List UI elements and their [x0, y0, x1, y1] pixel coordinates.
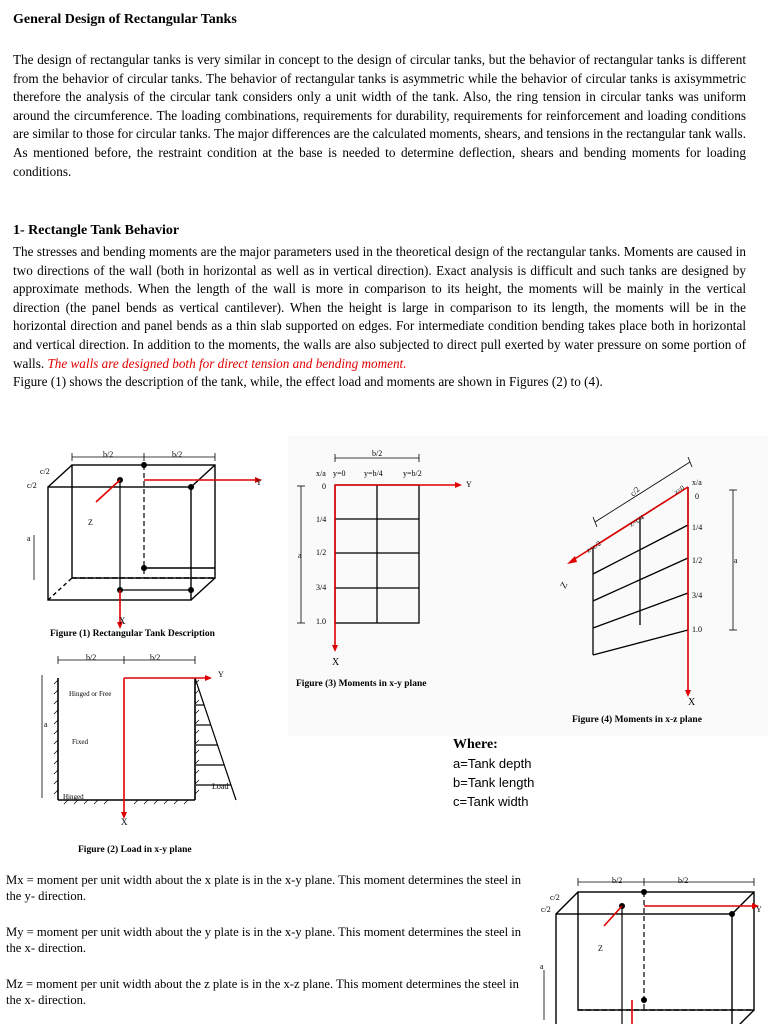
section-tail-text: Figure (1) shows the description of the tank, while, the effect load and moments are shown in Figures (2) to (4).	[13, 374, 603, 390]
fig3-tick-0: 0	[322, 482, 326, 491]
fig4-tick-14: 1/4	[692, 523, 703, 532]
fig3-x-label: X	[332, 657, 340, 668]
fig2-x-label: X	[121, 817, 128, 827]
fig5-y-label: Y	[756, 905, 762, 914]
fig4-xa: x/a	[692, 478, 702, 487]
fig1-x-label: X	[119, 616, 126, 626]
fig2-b2-left: b/2	[86, 653, 97, 662]
highlight-red-text: The walls are designed both for direct tension and bending moment.	[47, 355, 407, 371]
figure-4-caption: Figure (4) Moments in x-z plane	[572, 715, 702, 725]
fig1-y-label: Y	[256, 478, 262, 487]
fig2-hinged-or-free: Hinged or Free	[69, 690, 112, 698]
where-b: b=Tank length	[453, 775, 535, 790]
fig1-a-label: a	[27, 534, 31, 543]
where-legend	[453, 735, 534, 811]
fig4-z0: z=0	[672, 483, 686, 497]
fig5-z-label: Z	[598, 944, 603, 953]
fig2-load: Load	[212, 782, 229, 791]
my-definition: My = moment per unit width about the y plate is in the x-y plane. This moment determines the steel in the x- direction.	[6, 925, 522, 955]
intro-paragraph: The design of rectangular tanks is very similar in concept to the design of circular tanks, but the behavior of rectangular tanks is different from the behavior of circular tanks. The behavior of rectangular tanks is asymmetric while the behavior of circular tanks is axisymmetric therefore the analysis of the circular tank considers only a unit width of the tank. Also, the ring tension in circular tanks was uniform around the circumference. The loading combinations, requirements for durability, requirements for reinforcement and loading conditions are similar to those for circular tanks. The major differences are the calculated moments, shears, and tensions in the rectangular tank walls. As mentioned before, the restraint condition at the base is needed to determine deflection, shears and bending moments for loading conditions.	[13, 52, 746, 179]
fig3-tick-14: 1/4	[316, 515, 327, 524]
fig4-c2: c/2	[628, 484, 642, 499]
fig5-a-label: a	[540, 962, 544, 971]
fig5-c2-side: c/2	[541, 905, 551, 914]
fig3-tick-10: 1.0	[316, 617, 326, 626]
fig4-zc4: z=c/4	[628, 513, 646, 529]
fig4-zc2: z=c/2	[585, 539, 603, 555]
fig3-b2: b/2	[372, 449, 383, 458]
section-body-text: The stresses and bending moments are the major parameters used in the theoretical design of the rectangular tanks. Moments are caused in two directions of the wall (both in horizontal as well as in vertical direction). Exact analysis is difficult and such tanks are designed by approximate methods. When the length of the wall is more in comparison to its height, the moments will be mainly in the vertical direction (the panel bends as vertical cantilever). When the height is large in comparison to its length, the moments will be in the horizontal direction and panel bends as a thin slab supported on edges. For intermediate condition bending takes place both in horizontal and vertical direction. In addition to the moments, the walls are also subjected to direct pull exerted by water pressure on some portion of walls.	[13, 244, 746, 371]
figure-3-caption: Figure (3) Moments in x-y plane	[296, 679, 427, 689]
fig1-b2-left: b/2	[103, 450, 114, 459]
fig3-y0: y=0	[333, 469, 346, 478]
fig4-tick-34: 3/4	[692, 591, 703, 600]
fig4-a-label: a	[734, 556, 738, 565]
fig2-fixed: Fixed	[72, 738, 88, 746]
fig3-tick-34: 3/4	[316, 583, 327, 592]
where-c: c=Tank width	[453, 794, 529, 809]
fig3-y-label: Y	[466, 480, 472, 489]
fig5-b2-left: b/2	[612, 876, 623, 885]
fig4-x-label: X	[688, 697, 696, 708]
figure-2-caption: Figure (2) Load in x-y plane	[78, 845, 192, 855]
figure-5-drawing	[530, 870, 768, 1024]
fig5-c2-top: c/2	[550, 893, 560, 902]
fig3-a-label: a	[298, 551, 302, 560]
section-heading: 1- Rectangle Tank Behavior	[13, 223, 180, 238]
page-title: General Design of Rectangular Tanks	[13, 12, 237, 27]
figure-2-drawing	[0, 650, 290, 840]
fig4-z-label: Z	[558, 580, 570, 590]
fig2-y-label: Y	[218, 670, 224, 679]
fig1-c2-side: c/2	[27, 481, 37, 490]
fig2-hinged: Hinged	[63, 793, 84, 801]
fig4-tick-0: 0	[695, 492, 699, 501]
fig1-b2-right: b/2	[172, 450, 183, 459]
fig4-tick-10: 1.0	[692, 625, 702, 634]
section-body	[13, 243, 746, 392]
fig3-yb4: y=b/4	[364, 469, 383, 478]
where-a: a=Tank depth	[453, 756, 532, 771]
fig1-z-label: Z	[88, 518, 93, 527]
fig3-yb2: y=b/2	[403, 469, 422, 478]
where-title: Where:	[453, 737, 498, 752]
figure-4-drawing	[555, 440, 755, 710]
fig5-b2-right: b/2	[678, 876, 689, 885]
fig3-tick-12: 1/2	[316, 548, 327, 557]
mz-definition: Mz = moment per unit width about the z plate is in the x-z plane. This moment determines the steel in the x- direction.	[6, 977, 519, 1007]
fig4-tick-12: 1/2	[692, 556, 703, 565]
fig2-a-label: a	[44, 720, 48, 729]
mx-definition: Mx = moment per unit width about the x plate is in the x-y plane. This moment determines the steel in the y- direction.	[6, 873, 522, 903]
fig2-b2-right: b/2	[150, 653, 161, 662]
fig3-xa: x/a	[316, 469, 326, 478]
figure-1-caption: Figure (1) Rectangular Tank Description	[50, 629, 215, 639]
fig1-c2-top: c/2	[40, 467, 50, 476]
